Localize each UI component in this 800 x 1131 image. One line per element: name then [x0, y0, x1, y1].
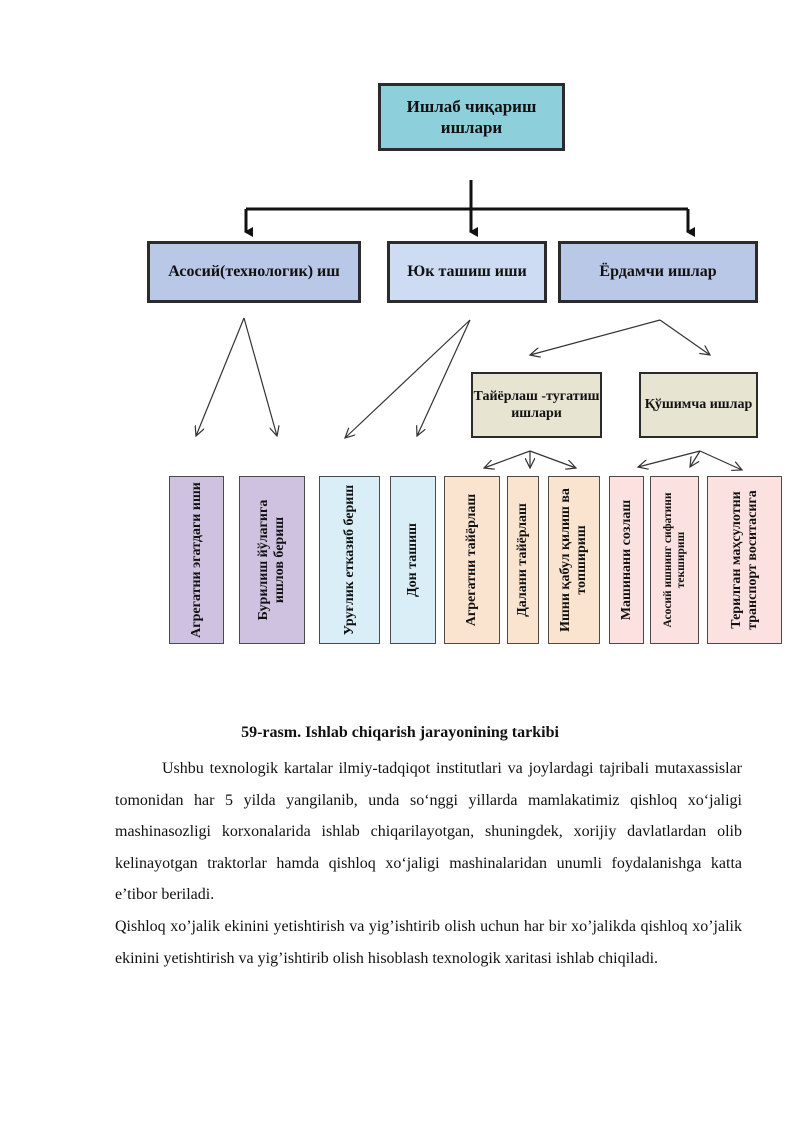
node-main-work: [147, 241, 361, 303]
figure-caption: 59-rasm. Ishlab chiqarish jarayonining tarkibi: [241, 724, 559, 741]
node-auxiliary-work: [558, 241, 758, 303]
leaf-label: Уруғлик етказиб бериш: [341, 484, 357, 636]
top-connectors: [246, 180, 688, 232]
leaf-label: Дон ташиш: [404, 523, 420, 597]
node-auxiliary-work-label: Ёрдамчи ишлар: [599, 263, 717, 280]
leaf-node: [507, 476, 539, 644]
leaf-label: Бурилиш йўлагига ишлов бериш: [255, 499, 287, 621]
node-additional-work-label: Қўшимча ишлар: [644, 397, 753, 413]
leaf-node: [319, 476, 380, 644]
node-additional-work: [639, 372, 758, 438]
body-paragraph: Qishloq xo’jalik ekinini yetishtirish va yig’ishtirib olish uchun har bir xo’jalikda qishloq xo’jalik ekinini yetishtirish va yig’ishtirib olish hisoblash texnologik xaritasi ishlab chiqiladi.: [115, 918, 742, 967]
leaf-node: [650, 476, 699, 644]
leaf-node: [390, 476, 436, 644]
leaf-node: [444, 476, 500, 644]
leaf-node: [548, 476, 600, 644]
leaf-node: [239, 476, 305, 644]
leaf-label: Агрегатни тайёрлаш: [463, 493, 479, 627]
leaf-label: Далани тайёрлаш: [514, 503, 530, 617]
leaf-label: Агрегатни эгатдаги иши: [188, 482, 204, 638]
leaf-node: [169, 476, 224, 644]
node-transport-work-label: Юк ташиш иши: [407, 263, 527, 280]
node-preparation-work: [471, 372, 602, 438]
leaf-label: Машинани созлаш: [618, 499, 634, 621]
leaf-node: [707, 476, 782, 644]
node-production-work-label: Ишлаб чиқариш ишлари: [406, 96, 537, 137]
leaf-label: Терилган маҳсулотни транспорт воситасига: [728, 490, 760, 630]
leaf-label: Асосий ишнинг сифатини текшириш: [661, 492, 687, 628]
node-preparation-work-label: Тайёрлаш -тугатиш ишлари: [473, 388, 600, 421]
body-paragraph: Ushbu texnologik kartalar ilmiy-tadqiqot institutlari va joylardagi tajribali mutaxassislar tomonidan har 5 yilda yangilanib, unda so‘nggi yillarda mamlakatimiz qishloq xo‘jaligi mashinasozligi korxonalarida ishlab chiqarilayotgan, shuningdek, xorijiy davlatlardan olib kelinayotgan traktorlar hamda qishloq xo‘jaligi mashinalaridan unumli foydalanishga katta e’tibor beriladi.: [115, 760, 742, 903]
leaf-node: [609, 476, 644, 644]
node-production-work: [378, 83, 565, 151]
leaf-label: Ишни қабул қилиш ва топшириш: [557, 488, 589, 632]
node-transport-work: [387, 241, 547, 303]
node-main-work-label: Асосий(технологик) иш: [168, 263, 340, 280]
